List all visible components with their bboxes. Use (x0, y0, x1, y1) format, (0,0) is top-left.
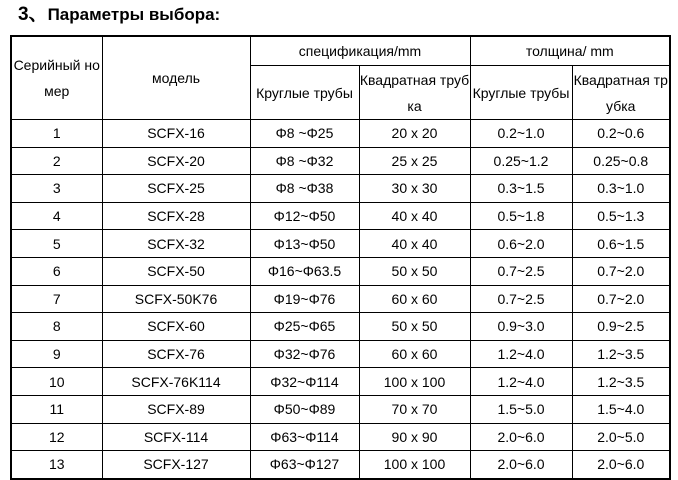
header-spec-round-tube: Круглые трубы (250, 66, 359, 120)
cell-serial: 13 (11, 451, 102, 479)
cell-round-tube-thickness: 0.7~2.5 (470, 257, 572, 285)
cell-square-tube-spec: 60 x 60 (359, 340, 470, 368)
cell-square-tube-thickness: 0.2~0.6 (572, 120, 670, 148)
cell-round-tube-thickness: 0.9~3.0 (470, 313, 572, 341)
header-thickness-round-tube: Круглые трубы (470, 66, 572, 120)
cell-round-tube-thickness: 2.0~6.0 (470, 451, 572, 479)
cell-square-tube-thickness: 0.7~2.0 (572, 257, 670, 285)
cell-round-tube-spec: Φ50~Φ89 (250, 395, 359, 423)
cell-serial: 4 (11, 202, 102, 230)
cell-round-tube-spec: Φ32~Φ114 (250, 368, 359, 396)
cell-round-tube-spec: Φ63~Φ114 (250, 423, 359, 451)
cell-serial: 6 (11, 257, 102, 285)
cell-square-tube-thickness: 2.0~5.0 (572, 423, 670, 451)
section-title: Параметры выбора: (47, 5, 221, 24)
cell-serial: 11 (11, 395, 102, 423)
cell-round-tube-spec: Φ19~Φ76 (250, 285, 359, 313)
table-body (11, 120, 670, 479)
cell-round-tube-thickness: 1.5~5.0 (470, 395, 572, 423)
cell-model: SCFX-89 (102, 395, 250, 423)
cell-model: SCFX-16 (102, 120, 250, 148)
cell-round-tube-spec: Φ32~Φ76 (250, 340, 359, 368)
cell-round-tube-spec: Φ8 ~Φ38 (250, 175, 359, 203)
cell-square-tube-spec: 40 x 40 (359, 230, 470, 258)
table-row (11, 120, 670, 148)
cell-square-tube-thickness: 0.9~2.5 (572, 313, 670, 341)
cell-model: SCFX-20 (102, 147, 250, 175)
cell-round-tube-spec: Φ16~Φ63.5 (250, 257, 359, 285)
table-row (11, 313, 670, 341)
parameters-table (10, 35, 671, 480)
table-row (11, 368, 670, 396)
cell-model: SCFX-50 (102, 257, 250, 285)
cell-round-tube-spec: Φ8 ~Φ25 (250, 120, 359, 148)
cell-square-tube-spec: 100 x 100 (359, 451, 470, 479)
section-heading (18, 2, 220, 28)
cell-serial: 3 (11, 175, 102, 203)
cell-round-tube-spec: Φ25~Φ65 (250, 313, 359, 341)
table-row (11, 230, 670, 258)
cell-square-tube-thickness: 2.0~6.0 (572, 451, 670, 479)
cell-serial: 12 (11, 423, 102, 451)
table-row (11, 257, 670, 285)
cell-square-tube-spec: 90 x 90 (359, 423, 470, 451)
table-row (11, 423, 670, 451)
cell-model: SCFX-25 (102, 175, 250, 203)
cell-square-tube-spec: 25 x 25 (359, 147, 470, 175)
cell-round-tube-thickness: 0.3~1.5 (470, 175, 572, 203)
cell-square-tube-spec: 100 x 100 (359, 368, 470, 396)
cell-square-tube-thickness: 0.25~0.8 (572, 147, 670, 175)
cell-round-tube-thickness: 1.2~4.0 (470, 368, 572, 396)
cell-square-tube-spec: 60 x 60 (359, 285, 470, 313)
cell-serial: 2 (11, 147, 102, 175)
cell-round-tube-thickness: 1.2~4.0 (470, 340, 572, 368)
cell-serial: 5 (11, 230, 102, 258)
cell-model: SCFX-28 (102, 202, 250, 230)
cell-round-tube-spec: Φ13~Φ50 (250, 230, 359, 258)
cell-square-tube-thickness: 0.6~1.5 (572, 230, 670, 258)
cell-square-tube-thickness: 0.7~2.0 (572, 285, 670, 313)
cell-square-tube-spec: 50 x 50 (359, 313, 470, 341)
cell-round-tube-thickness: 0.6~2.0 (470, 230, 572, 258)
table-row (11, 175, 670, 203)
cell-model: SCFX-114 (102, 423, 250, 451)
cell-serial: 1 (11, 120, 102, 148)
cell-square-tube-thickness: 0.3~1.0 (572, 175, 670, 203)
cell-model: SCFX-50K76 (102, 285, 250, 313)
table-row (11, 202, 670, 230)
cell-model: SCFX-60 (102, 313, 250, 341)
cell-serial: 10 (11, 368, 102, 396)
table-row (11, 147, 670, 175)
cell-round-tube-spec: Φ63~Φ127 (250, 451, 359, 479)
cell-model: SCFX-76K114 (102, 368, 250, 396)
header-model: модель (102, 36, 250, 120)
cell-square-tube-thickness: 1.5~4.0 (572, 395, 670, 423)
cell-square-tube-thickness: 1.2~3.5 (572, 340, 670, 368)
header-serial-number: Серийный номер (11, 36, 102, 120)
cell-square-tube-spec: 30 x 30 (359, 175, 470, 203)
cell-round-tube-spec: Φ8 ~Φ32 (250, 147, 359, 175)
cell-model: SCFX-76 (102, 340, 250, 368)
section-number: 3、 (18, 4, 48, 25)
cell-round-tube-spec: Φ12~Φ50 (250, 202, 359, 230)
table-header-row (11, 36, 670, 66)
cell-round-tube-thickness: 0.2~1.0 (470, 120, 572, 148)
cell-serial: 7 (11, 285, 102, 313)
table-row (11, 285, 670, 313)
cell-model: SCFX-127 (102, 451, 250, 479)
header-thickness-square-tube: Квадратная трубка (572, 66, 670, 120)
header-thickness: толщина/ mm (470, 36, 670, 66)
cell-round-tube-thickness: 2.0~6.0 (470, 423, 572, 451)
cell-square-tube-spec: 70 x 70 (359, 395, 470, 423)
cell-model: SCFX-32 (102, 230, 250, 258)
cell-square-tube-thickness: 1.2~3.5 (572, 368, 670, 396)
cell-serial: 9 (11, 340, 102, 368)
cell-round-tube-thickness: 0.7~2.5 (470, 285, 572, 313)
table-row (11, 395, 670, 423)
header-specification: спецификация/mm (250, 36, 470, 66)
cell-square-tube-spec: 50 x 50 (359, 257, 470, 285)
cell-square-tube-spec: 20 x 20 (359, 120, 470, 148)
cell-square-tube-spec: 40 x 40 (359, 202, 470, 230)
table-row (11, 340, 670, 368)
cell-serial: 8 (11, 313, 102, 341)
cell-round-tube-thickness: 0.5~1.8 (470, 202, 572, 230)
cell-round-tube-thickness: 0.25~1.2 (470, 147, 572, 175)
table-row (11, 451, 670, 479)
header-spec-square-tube: Квадратная трубка (359, 66, 470, 120)
cell-square-tube-thickness: 0.5~1.3 (572, 202, 670, 230)
